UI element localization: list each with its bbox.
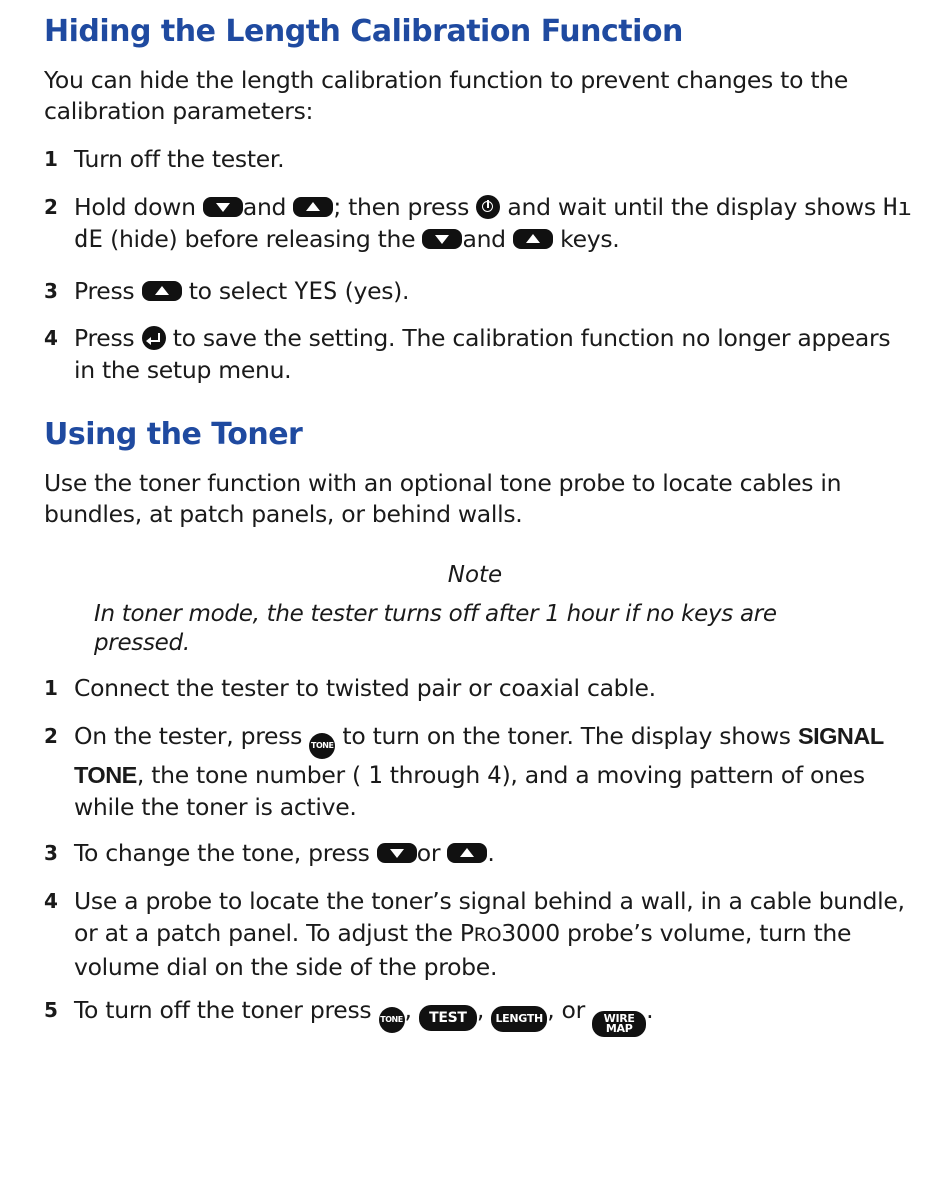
step-text: . — [646, 996, 654, 1024]
hide-step-4 — [44, 322, 914, 386]
enter-key-icon — [142, 326, 166, 350]
step-text: ; then press — [333, 193, 477, 221]
step-text: to turn on the toner. The display shows — [335, 722, 798, 750]
step-text: 3000 probe’s volume, turn the volume dial on the side of the probe. — [74, 919, 852, 981]
step-text: and — [242, 193, 294, 221]
lcd-readout-yes: YES — [294, 277, 338, 305]
step-text: and wait until the display shows — [500, 193, 883, 221]
step-number: 2 — [44, 724, 58, 748]
toner-step-1 — [44, 672, 914, 704]
small-caps-text: RO — [473, 924, 502, 946]
step-text: or — [416, 839, 448, 867]
step-number: 3 — [44, 279, 58, 303]
wire-map-key-label-bottom: MAP — [605, 1022, 633, 1035]
up-arrow-key-icon — [513, 229, 553, 249]
power-key-icon — [476, 195, 500, 219]
step-text: ), and a moving pattern of ones while the toner is active. — [74, 761, 865, 821]
toner-step-5 — [44, 994, 914, 1037]
section-heading-toner: Using the Toner — [44, 417, 303, 452]
step-text: through — [382, 761, 488, 789]
wire-map-key-icon — [592, 1011, 646, 1037]
step-text: (yes). — [337, 277, 410, 305]
hide-step-2 — [44, 191, 914, 255]
tone-key-icon: TONE — [379, 1007, 405, 1033]
hide-step-3 — [44, 275, 914, 307]
toner-step-4 — [44, 885, 914, 983]
test-key-icon: TEST — [419, 1005, 477, 1031]
hide-step-1 — [44, 143, 914, 175]
step-text: , — [404, 996, 419, 1024]
step-number: 5 — [44, 998, 58, 1022]
up-arrow-key-icon — [447, 843, 487, 863]
step-text: Turn off the tester. — [74, 145, 285, 173]
lcd-digit-4: 4 — [487, 761, 502, 789]
step-number: 2 — [44, 195, 58, 219]
step-text: To change the tone, press — [74, 839, 377, 867]
step-text: . — [487, 839, 495, 867]
note-text: In toner mode, the tester turns off after 1 hour if no keys are pressed. — [94, 601, 777, 656]
display-signal-tone: SIGNAL TONE — [74, 723, 884, 788]
toner-step-2 — [44, 720, 914, 823]
step-number: 3 — [44, 841, 58, 865]
section-intro-hiding: You can hide the length calibration function to prevent changes to the calibration parameters: — [44, 66, 849, 125]
down-arrow-key-icon — [203, 197, 243, 217]
step-text: Use a probe to locate the toner’s signal behind a wall, in a cable bundle, or at a patch panel. To adjust the P — [74, 887, 905, 947]
toner-step-3 — [44, 837, 914, 869]
lcd-readout-hide: Hı dE — [74, 193, 912, 253]
step-text: On the tester, press — [74, 722, 310, 750]
wire-map-key-label-top: WIRE — [603, 1012, 635, 1025]
step-text: , or — [547, 996, 593, 1024]
step-text: To turn off the toner press — [74, 996, 379, 1024]
step-text: , the tone number ( — [136, 761, 369, 789]
step-text: to select — [181, 277, 295, 305]
section-heading-hiding: Hiding the Length Calibration Function — [44, 14, 683, 49]
step-text: and — [462, 225, 513, 253]
lcd-digit-1: 1 — [368, 761, 383, 789]
step-text: Press — [74, 324, 142, 352]
step-text: to save the setting. The calibration function no longer appears in the setup menu. — [74, 324, 891, 384]
step-number: 1 — [44, 676, 58, 700]
step-text: (hide) before releasing the — [102, 225, 423, 253]
up-arrow-key-icon — [142, 281, 182, 301]
step-number: 4 — [44, 889, 58, 913]
section-intro-toner: Use the toner function with an optional tone probe to locate cables in bundles, at patch panels, or behind walls. — [44, 469, 842, 528]
note-title: Note — [447, 562, 503, 588]
step-number: 4 — [44, 326, 58, 350]
step-number: 1 — [44, 147, 58, 171]
step-text: Hold down — [74, 193, 203, 221]
down-arrow-key-icon — [377, 843, 417, 863]
tone-key-icon: TONE — [309, 733, 335, 759]
length-key-icon: LENGTH — [491, 1006, 547, 1032]
step-text: Connect the tester to twisted pair or coaxial cable. — [74, 674, 656, 702]
step-text: Press — [74, 277, 142, 305]
step-text: , — [476, 996, 492, 1024]
up-arrow-key-icon — [293, 197, 333, 217]
step-text: keys. — [552, 225, 620, 253]
down-arrow-key-icon — [422, 229, 462, 249]
